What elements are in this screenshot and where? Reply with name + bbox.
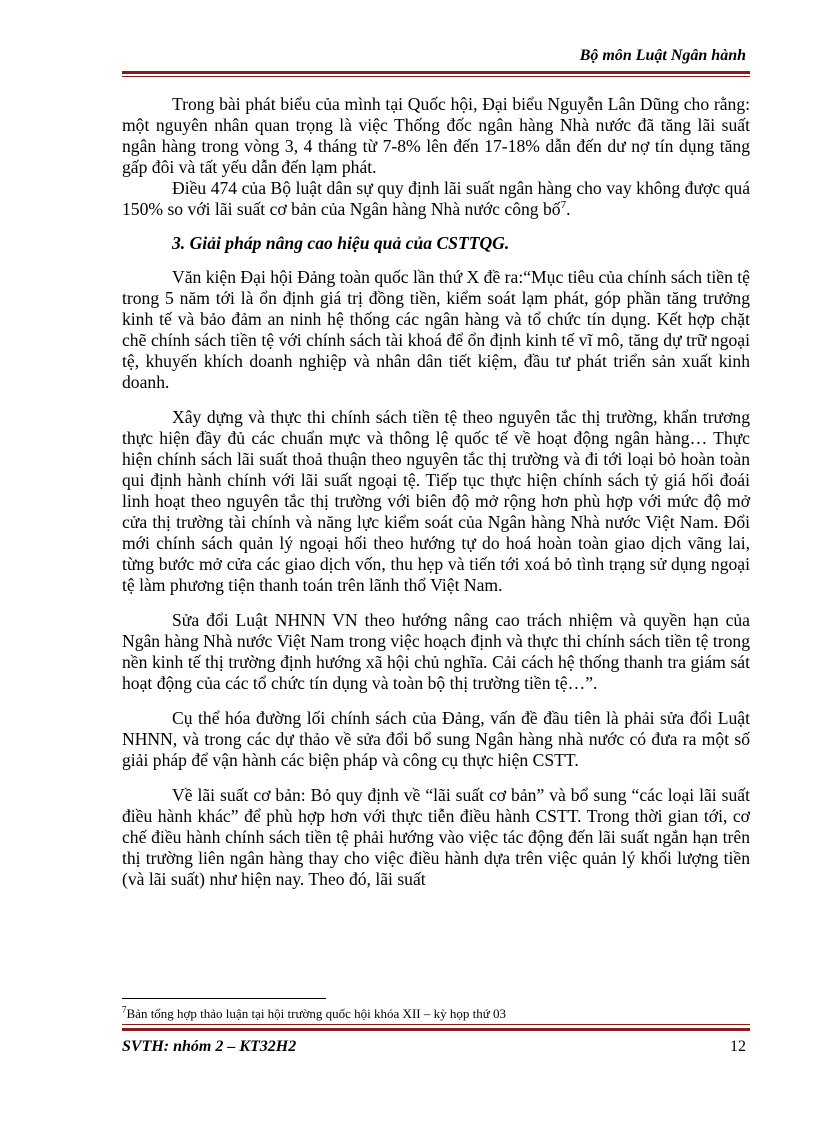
page-number: 12	[730, 1038, 746, 1055]
footnote-mark: 7	[122, 1004, 127, 1015]
footer-rule-thick	[122, 1028, 750, 1031]
footer-rule-thin	[122, 1024, 750, 1025]
paragraph-base-interest-rate: Về lãi suất cơ bản: Bỏ quy định về “lãi suất cơ bản” và bổ sung “các loại lãi suất điều hành khác” để phù hợp hơn với thực tiễn điều hành CSTT. Trong thời gian tới, cơ chế điều hành chính sách tiền tệ phải hướng vào việc tác động đến lãi suất ngắn hạn trên thị trường liên ngân hàng thay cho việc điều hành dựa trên việc quản lý khối lượng tiền (và lãi suất) như hiện nay. Theo đó, lãi suất	[122, 785, 750, 889]
paragraph-article-474	[122, 178, 750, 220]
header-rule-thick	[122, 71, 750, 74]
paragraph-article-474-end: .	[566, 199, 571, 219]
running-header-title: Bộ môn Luật Ngân hành	[579, 47, 746, 64]
footnote	[122, 1006, 506, 1022]
footnote-reference[interactable]: 7	[560, 199, 567, 212]
section-heading: 3. Giải pháp nâng cao hiệu quả của CSTTQG.	[172, 233, 510, 253]
footnote-text: Bản tổng hợp thảo luận tại hội trường quốc hội khóa XII – kỳ họp thứ 03	[126, 1006, 507, 1021]
paragraph-nguyen-lan-dung: Trong bài phát biểu của mình tại Quốc hội, Đại biểu Nguyễn Lân Dũng cho rằng: một nguyên nhân quan trọng là việc Thống đốc ngân hàng Nhà nước đã tăng lãi suất ngân hàng trong vòng 3, 4 tháng từ 7-8% lên đến 17-18% dẫn đến dư nợ tín dụng tăng gấp đôi và tất yếu dẫn đến lạm phát.	[122, 94, 750, 177]
paragraph-law-amendment: Sửa đổi Luật NHNN VN theo hướng nâng cao trách nhiệm và quyền hạn của Ngân hàng Nhà nước Việt Nam trong việc hoạch định và thực thi chính sách tiền tệ trong nền kinh tế thị trường định hướng xã hội chủ nghĩa. Cải cách hệ thống thanh tra giám sát hoạt động của các tổ chức tín dụng và toàn bộ thị trường tiền tệ…”.	[122, 610, 750, 693]
paragraph-article-474-text: Điều 474 của Bộ luật dân sự quy định lãi suất ngân hàng cho vay không được quá 150% so với lãi suất cơ bản của Ngân hàng Nhà nước công bố	[122, 178, 750, 219]
paragraph-party-document: Văn kiện Đại hội Đảng toàn quốc lần thứ X đề ra:“Mục tiêu của chính sách tiền tệ trong 5 năm tới là ổn định giá trị đồng tiền, kiểm soát lạm phát, góp phần tăng trưởng kinh tế và bảo đảm an ninh hệ thống các ngân hàng và tổ chức tín dụng. Kết hợp chặt chẽ chính sách tiền tệ với chính sách tài khoá để ổn định kinh tế vĩ mô, tăng dự trữ ngoại tệ, khuyến khích doanh nghiệp và nhân dân tiết kiệm, đầu tư phát triển sản xuất kinh doanh.	[122, 267, 750, 392]
paragraph-concretization: Cụ thể hóa đường lối chính sách của Đảng, vấn đề đầu tiên là phải sửa đổi Luật NHNN, và trong các dự thảo về sửa đổi bổ sung Ngân hàng nhà nước có đưa ra một số giải pháp để vận hành các biện pháp và công cụ thực hiện CSTT.	[122, 708, 750, 770]
header-rule-thin	[122, 76, 750, 77]
page-body	[122, 94, 750, 890]
footnote-separator	[122, 998, 326, 999]
paragraph-market-principles: Xây dựng và thực thi chính sách tiền tệ theo nguyên tắc thị trường, khẩn trương thực hiện đầy đủ các chuẩn mực và thông lệ quốc tế về hoạt động ngân hàng… Thực hiện chính sách lãi suất thoả thuận theo nguyên tắc thị trường và đi tới loại bỏ hoàn toàn qui định hành chính với lãi suất ngoại tệ. Tiếp tục thực hiện chính sách tỷ giá hối đoái linh hoạt theo nguyên tắc thị trường với biên độ mở rộng hơn phù hợp với mức độ mở cửa thị trường tài chính và năng lực kiểm soát của Ngân hàng Nhà nước Việt Nam. Đổi mới chính sách quản lý ngoại hối theo hướng tự do hoá hoàn toàn giao dịch vãng lai, từng bước mở cửa các giao dịch vốn, thu hẹp và tiến tới xoá bỏ tình trạng sử dụng ngoại tệ làm phương tiện thanh toán trên lãnh thổ Việt Nam.	[122, 407, 750, 595]
footer-group-label: SVTH: nhóm 2 – KT32H2	[122, 1038, 297, 1055]
